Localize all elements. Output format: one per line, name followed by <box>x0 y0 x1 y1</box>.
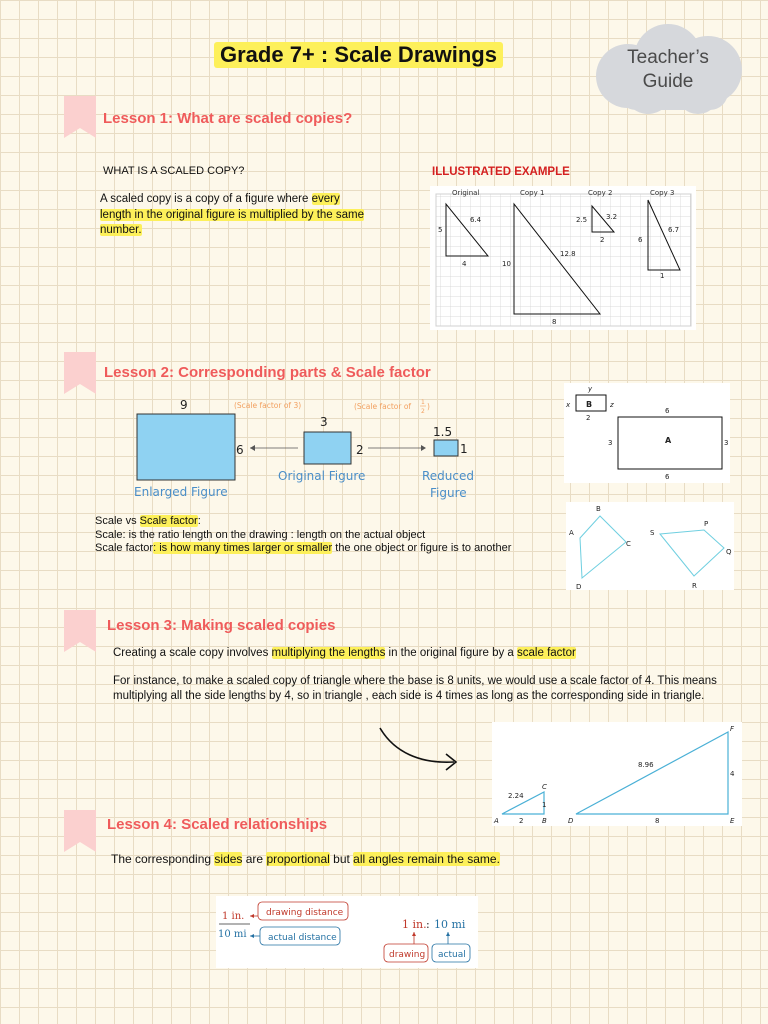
copy2-bottom-label: 2 <box>600 236 605 244</box>
badge-line-2: Guide <box>642 71 694 92</box>
original-left-label: 5 <box>438 226 443 234</box>
copy3-bottom-label: 1 <box>660 272 665 280</box>
copy1-bottom-label: 8 <box>552 318 557 326</box>
arrow-left-icon <box>250 934 254 938</box>
definition-highlight-1: every <box>311 193 340 205</box>
rect-a-label: A <box>665 436 672 445</box>
reduced-note-denominator: 2 <box>421 408 425 415</box>
actual-distance-label: actual distance <box>268 933 337 943</box>
rect-z-label: z <box>610 401 614 409</box>
tri-e-label: E <box>730 817 735 825</box>
scale-ratio-svg <box>216 896 478 968</box>
drawing-distance-label: drawing distance <box>266 908 344 918</box>
ratio-separator: : <box>426 918 430 931</box>
tri-d-label: D <box>568 817 574 825</box>
tri-abc-hyp-label: 2.24 <box>508 792 524 800</box>
rect-b-bottom-label: 2 <box>586 414 591 422</box>
reduced-top-label: 1.5 <box>433 425 453 439</box>
scale-ratio-diagram <box>216 896 478 968</box>
actual-label: actual <box>438 950 466 960</box>
lesson-4-heading: Lesson 4: Scaled relationships <box>107 816 328 833</box>
reduced-side-label: 1 <box>460 442 468 456</box>
tri-a-label: A <box>494 817 499 825</box>
lesson-1-heading: Lesson 1: What are scaled copies? <box>103 110 353 127</box>
lesson-3-paragraph-1: Creating a scale copy involves multiplying the lengths in the original figure by a scale factor <box>113 647 576 659</box>
reduced-note-numerator: 1 <box>421 399 425 406</box>
scale-definition-line: Scale: is the ratio length on the drawing : length on the actual object <box>95 528 426 541</box>
copy1-left-label: 10 <box>502 260 511 268</box>
enlarged-side-label: 6 <box>236 443 244 457</box>
enlarged-top-label: 9 <box>180 398 188 412</box>
reduced-note-close: ) <box>427 402 430 411</box>
original-hyp-label: 6.4 <box>470 216 482 224</box>
reduced-rectangle <box>434 440 458 456</box>
drawing-label: drawing <box>389 950 426 960</box>
illustrated-example-label: ILLUSTRATED EXAMPLE <box>432 166 570 178</box>
rect-a-left-label: 3 <box>608 439 613 447</box>
copy2-left-label: 2.5 <box>576 216 588 224</box>
enlarged-rectangle <box>137 414 235 480</box>
quad-b-label: B <box>596 505 601 513</box>
copy2-hyp-label: 3.2 <box>606 213 618 221</box>
scaled-copy-question: WHAT IS A SCALED COPY? <box>103 165 245 177</box>
scale-definitions <box>95 515 565 556</box>
original-top-label: 3 <box>320 415 328 429</box>
curved-arrow-icon <box>376 722 462 774</box>
arrow-up-icon <box>446 932 450 936</box>
copy1-hyp-label: 12.8 <box>560 250 576 258</box>
definition-highlight-2: length in the original figure is multiplied by the same <box>100 208 365 221</box>
bookmark-icon <box>64 810 96 852</box>
bookmark-icon <box>64 610 96 652</box>
scaled-copies-grid-svg <box>430 186 696 330</box>
teachers-guide-badge <box>600 46 736 94</box>
quad-s-label: S <box>650 529 655 537</box>
definition-text: A scaled copy is a copy of a figure where <box>100 193 312 205</box>
enlarged-caption: Enlarged Figure <box>134 485 228 499</box>
reduced-caption-1: Reduced <box>422 469 475 483</box>
rect-b-label: B <box>586 400 593 409</box>
arrow-left-icon <box>250 445 255 451</box>
tri-abc-base-label: 2 <box>519 817 524 825</box>
lesson-2-heading: Lesson 2: Corresponding parts & Scale factor <box>104 364 431 381</box>
scaled-copies-grid-figure <box>430 186 696 330</box>
bookmark-icon <box>64 352 96 394</box>
original-side-label: 2 <box>356 443 364 457</box>
copy3-hyp-label: 6.7 <box>668 226 680 234</box>
arrow-left-icon <box>250 914 254 918</box>
grid-label-copy3: Copy 3 <box>650 189 675 197</box>
tri-def-base-label: 8 <box>655 817 660 825</box>
scaled-copy-definition <box>100 192 420 239</box>
scale-factor-diagram <box>128 394 484 504</box>
arrow-up-icon <box>412 932 416 936</box>
quad-c-label: C <box>626 540 631 548</box>
bookmark-icon <box>64 96 96 138</box>
definition-highlight-3: number. <box>100 224 142 236</box>
quad-r-label: R <box>692 582 697 590</box>
rectangles-svg <box>564 383 730 483</box>
tri-b-label: B <box>542 817 547 825</box>
quad-d-label: D <box>576 583 582 590</box>
tri-def-height-label: 4 <box>730 770 735 778</box>
ten-miles-label: 10 mi <box>218 929 247 940</box>
original-caption: Original Figure <box>278 469 366 483</box>
grid-label-copy2: Copy 2 <box>588 189 613 197</box>
rect-a-bottom-label: 6 <box>665 473 670 481</box>
quad-q-label: Q <box>726 548 732 556</box>
original-rectangle <box>304 432 351 464</box>
copy3-left-label: 6 <box>638 236 643 244</box>
lesson-4-paragraph: The corresponding sides are proportional but all angles remain the same. <box>111 852 500 866</box>
ratio-miles-label: 10 mi <box>434 918 466 931</box>
tri-abc-height-label: 1 <box>542 801 547 809</box>
badge-line-1: Teacher’s <box>627 47 709 68</box>
tri-def-hyp-label: 8.96 <box>638 761 654 769</box>
original-bottom-label: 4 <box>462 260 467 268</box>
rect-a-right-label: 3 <box>724 439 729 447</box>
quad-a-label: A <box>569 529 574 537</box>
lesson-3-heading: Lesson 3: Making scaled copies <box>107 617 336 634</box>
scale-factor-definition-line: Scale factor: is how many times larger or smaller the one object or figure is to another <box>95 542 512 554</box>
rect-a-top-label: 6 <box>665 407 670 415</box>
rect-y-label: y <box>588 385 593 393</box>
grid-label-copy1: Copy 1 <box>520 189 545 197</box>
reduced-caption-2: Figure <box>430 486 467 500</box>
triangles-svg <box>492 722 742 826</box>
arrow-right-icon <box>421 445 426 451</box>
quadrilaterals-svg <box>566 502 734 590</box>
quadrilaterals-figure <box>566 502 734 590</box>
grid-label-original: Original <box>452 189 480 197</box>
lesson-3-paragraph-2: For instance, to make a scaled copy of triangle where the base is 8 units, we would use a scale factor of 4. This means multiplying all the side lengths by 4, so in triangle , each side is 4 times as long as the corresponding side in triangle. <box>113 675 717 702</box>
enlarged-scale-note: (Scale factor of 3) <box>234 401 302 410</box>
scale-vs-line: Scale vs Scale factor: <box>95 515 201 527</box>
quadrilateral-spqr <box>660 530 724 576</box>
triangle-def <box>576 732 728 814</box>
quad-p-label: P <box>704 520 709 528</box>
ratio-inch-label: 1 in. <box>402 918 427 931</box>
tri-c-label: C <box>542 783 547 791</box>
rectangles-figure <box>564 383 730 483</box>
rect-x-label: x <box>566 401 571 409</box>
tri-f-label: F <box>730 725 735 733</box>
quadrilateral-abcd <box>580 516 626 578</box>
triangles-figure <box>492 722 742 826</box>
reduced-scale-note: (Scale factor of <box>354 402 412 411</box>
one-inch-label: 1 in. <box>222 911 245 922</box>
page-title: Grade 7+ : Scale Drawings <box>214 42 503 68</box>
